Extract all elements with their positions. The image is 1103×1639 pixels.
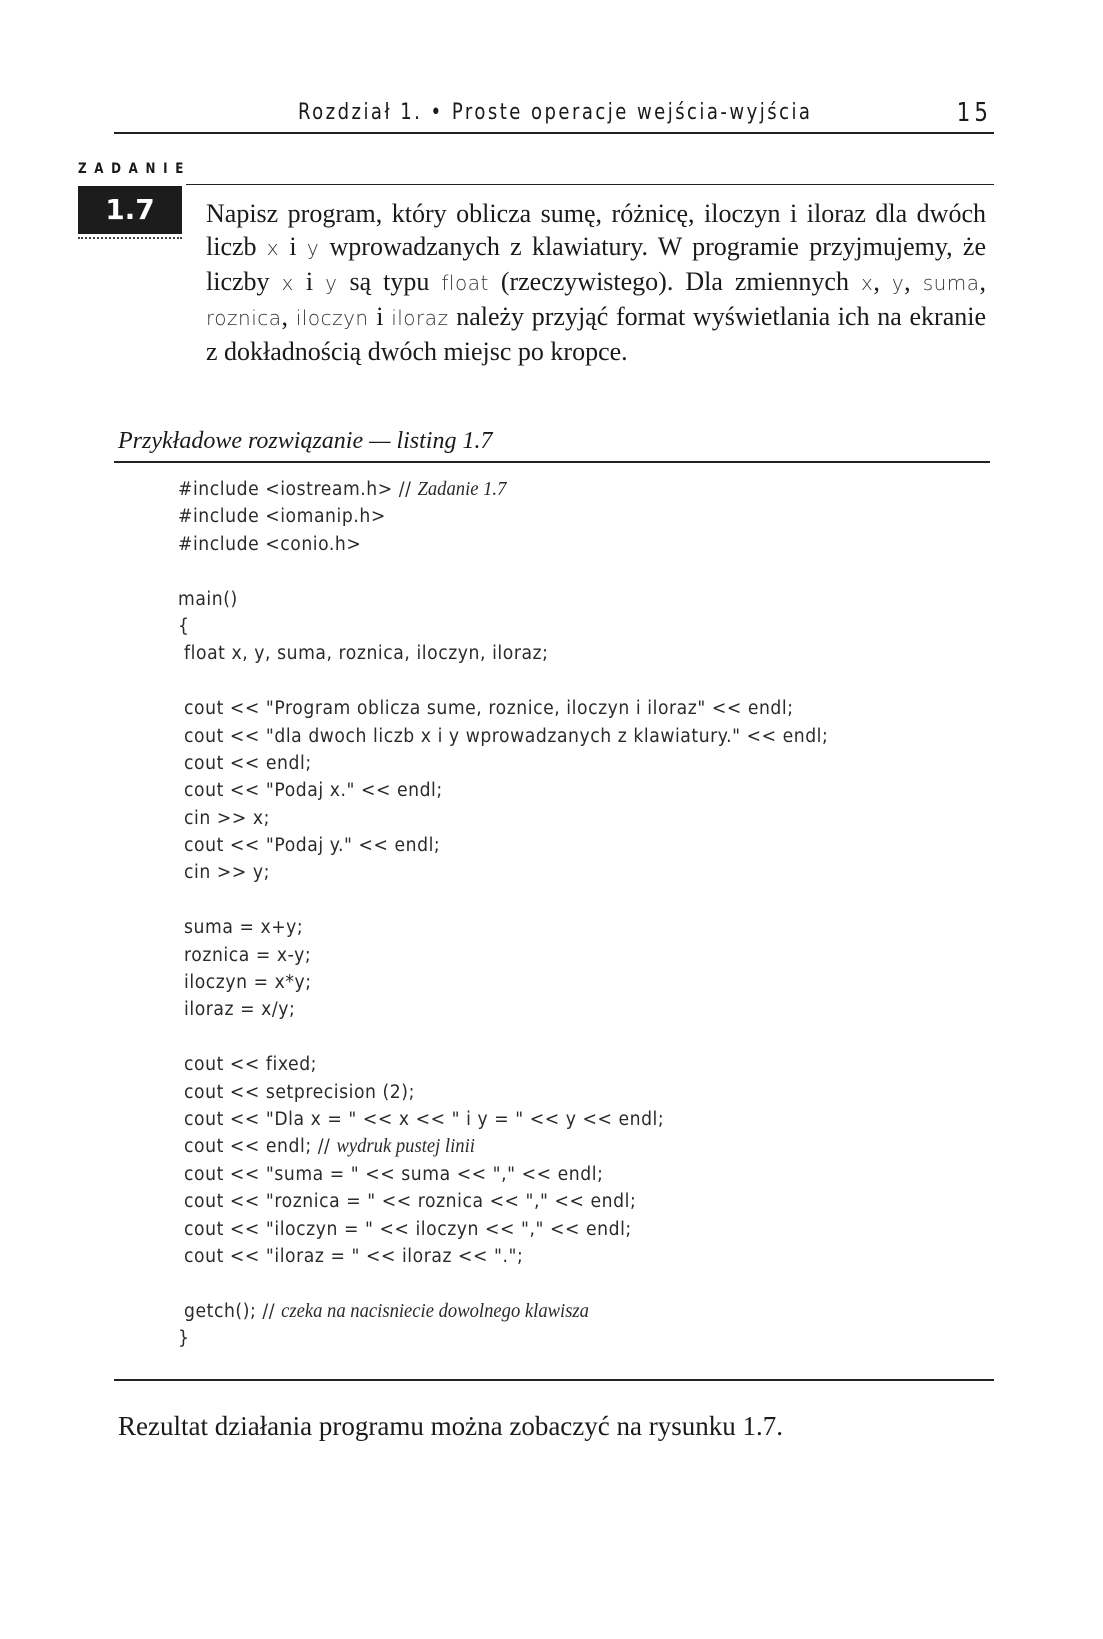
code-comment: czeka na nacisniecie dowolnego klawisza — [281, 1299, 589, 1322]
code-line — [178, 1161, 828, 1188]
task-text-segment: (rzeczywistego). Dla zmiennych — [488, 267, 861, 296]
code-line — [178, 805, 828, 832]
code-line — [178, 723, 828, 750]
code-line — [178, 476, 828, 503]
code-text: cout << fixed; — [178, 1054, 318, 1076]
code-text: main() — [178, 588, 238, 610]
running-header — [114, 96, 994, 134]
code-listing — [178, 476, 828, 1353]
code-line — [178, 695, 828, 722]
listing-top-divider — [114, 461, 990, 463]
code-text: getch(); // — [178, 1300, 282, 1322]
task-text-segment: i — [368, 302, 392, 331]
inline-code: y — [891, 271, 905, 295]
task-text-segment: i — [279, 232, 307, 261]
code-text: cout << "iloraz = " << iloraz << "."; — [178, 1245, 524, 1267]
code-line — [178, 1133, 828, 1160]
code-line — [178, 942, 828, 969]
inline-code: x — [281, 271, 294, 295]
code-line — [178, 503, 828, 530]
page-number: 15 — [956, 98, 992, 128]
code-line — [178, 996, 828, 1023]
code-text: cin >> x; — [178, 807, 270, 829]
inline-code: suma — [922, 271, 980, 295]
code-line — [178, 777, 828, 804]
code-text: } — [178, 1328, 190, 1350]
code-text: cout << "Dla x = " << x << " i y = " << y << endl; — [178, 1108, 665, 1130]
inline-code: roznica — [206, 306, 282, 330]
task-text-segment: i — [293, 267, 326, 296]
inline-code: iloczyn — [295, 306, 369, 330]
code-line — [178, 1298, 828, 1325]
inline-code: float — [441, 271, 489, 295]
task-text-segment: , — [873, 267, 892, 296]
code-line — [178, 1024, 828, 1051]
code-text: cout << "roznica = " << roznica << "," << endl; — [178, 1191, 637, 1213]
code-line — [178, 887, 828, 914]
code-text: #include <iostream.h> // — [178, 479, 418, 500]
task-text-segment: , — [979, 267, 987, 296]
code-text: #include <conio.h> — [178, 533, 362, 555]
code-line — [178, 1106, 828, 1133]
code-text: float x, y, suma, roznica, iloczyn, iloraz; — [178, 643, 549, 665]
code-line — [178, 1270, 828, 1297]
code-line — [178, 1188, 828, 1215]
code-text: iloczyn = x*y; — [178, 972, 312, 994]
code-line — [178, 1051, 828, 1078]
code-line — [178, 1325, 828, 1352]
code-line — [178, 668, 828, 695]
code-text: cout << endl; — [178, 752, 312, 774]
task-text-segment: są typu — [337, 267, 442, 296]
listing-caption: Przykładowe rozwiązanie — listing 1.7 — [118, 428, 493, 454]
task-description — [206, 197, 986, 368]
code-text: cout << "Program oblicza sume, roznice, iloczyn i iloraz" << endl; — [178, 698, 794, 720]
task-text-segment: należy przyjąć format wyświetlania ich na ekranie z dokładnością dwóch miejsc po kropce. — [206, 302, 987, 366]
code-line — [178, 750, 828, 777]
code-line — [178, 1216, 828, 1243]
inline-code: y — [325, 271, 338, 295]
code-text: #include <iomanip.h> — [178, 506, 386, 528]
task-divider — [186, 184, 994, 185]
code-text: cin >> y; — [178, 862, 270, 884]
task-badge-underline — [78, 237, 182, 239]
inline-code: y — [306, 236, 320, 260]
code-comment: wydruk pustej linii — [336, 1135, 475, 1158]
task-text-segment: wprowadzanych z klawiatury. W programie przyjmujemy, że liczby — [206, 232, 986, 296]
task-text-segment: , — [281, 302, 296, 331]
code-line — [178, 640, 828, 667]
code-line — [178, 859, 828, 886]
code-text: cout << setprecision (2); — [178, 1081, 415, 1103]
code-line — [178, 914, 828, 941]
code-text: suma = x+y; — [178, 917, 304, 939]
chapter-title: Rozdział 1. • Proste operacje wejścia-wyjścia — [298, 100, 813, 125]
code-comment: Zadanie 1.7 — [417, 478, 507, 500]
code-text: cout << "suma = " << suma << "," << endl; — [178, 1163, 604, 1185]
listing-bottom-divider — [114, 1379, 994, 1381]
inline-code: x — [860, 271, 874, 295]
code-line — [178, 832, 828, 859]
code-line — [178, 558, 828, 585]
task-kicker-label: ZADANIE — [78, 161, 191, 177]
code-line — [178, 613, 828, 640]
code-text: iloraz = x/y; — [178, 999, 296, 1021]
code-text: roznica = x-y; — [178, 944, 312, 966]
inline-code: iloraz — [391, 306, 449, 330]
code-text: cout << "Podaj y." << endl; — [178, 835, 441, 857]
code-text: cout << "Podaj x." << endl; — [178, 780, 443, 802]
code-text: cout << endl; // — [178, 1136, 337, 1158]
code-text: cout << "dla dwoch liczb x i y wprowadzanych z klawiatury." << endl; — [178, 725, 829, 747]
code-line — [178, 531, 828, 558]
code-text: { — [178, 615, 190, 637]
code-line — [178, 1243, 828, 1270]
inline-code: x — [266, 236, 280, 260]
task-number-badge: 1.7 — [78, 186, 182, 234]
task-text-segment: , — [904, 267, 923, 296]
code-line — [178, 1079, 828, 1106]
result-text: Rezultat działania programu można zobaczyć na rysunku 1.7. — [118, 1411, 783, 1441]
code-text: cout << "iloczyn = " << iloczyn << "," << endl; — [178, 1218, 632, 1240]
code-line — [178, 969, 828, 996]
code-line — [178, 586, 828, 613]
task-text-segment: Napisz program, który oblicza sumę, różnicę, iloczyn i iloraz dla dwóch liczb — [206, 199, 986, 261]
